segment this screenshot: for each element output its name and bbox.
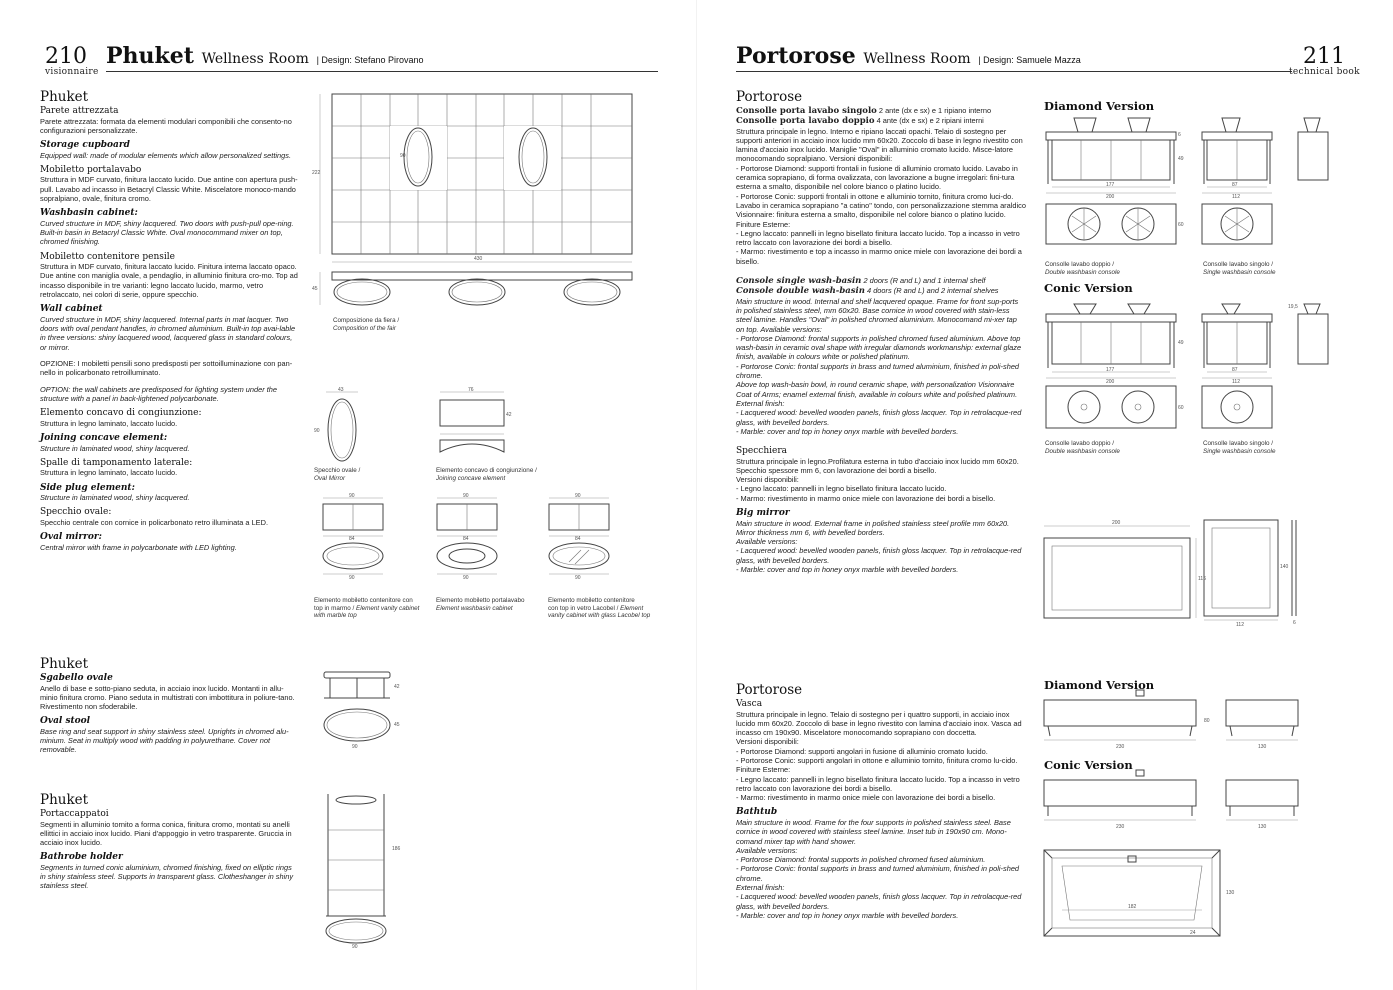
item-text-it: - Legno laccato: pannelli in legno bisellato finitura laccato lucido. [736, 484, 947, 494]
item-title-en: Bathrobe holder [40, 852, 123, 863]
dim-label: 84 [349, 536, 355, 542]
conic-bathtub-label: Conic Version [1044, 758, 1133, 772]
dim-label: 130 [1258, 824, 1267, 830]
item-text-en: Main structure in wood. External frame in polished stainless steel profile mm 60x20. Mirror thickness mm 6, with bevelled borders. [736, 518, 1010, 537]
dim-label: 116 [1198, 576, 1206, 582]
item-text-en: - Marble: cover and top in honey onyx marble with bevelled borders. [736, 565, 959, 575]
item-text-it: Finiture Esterne: [736, 219, 791, 229]
caption-en: Single washbasin console [1203, 268, 1276, 276]
item-title-it: Vasca [736, 699, 763, 709]
dim-label: 112 [1236, 622, 1244, 628]
item-subtitle-en: 2 doors (R and L) and 1 internal shelf [863, 276, 986, 286]
right-title-main: Portorose [736, 43, 856, 69]
dim-label: 200 [1106, 194, 1115, 200]
item-subtitle-en: 4 doors (R and L) and 2 internal shelves [867, 286, 999, 296]
section-heading: Portorose [736, 682, 803, 698]
dim-label: 130 [1226, 890, 1235, 896]
item-title-it: Consolle porta lavabo singolo [736, 106, 877, 116]
cabinet-drawings [315, 494, 615, 586]
dim-label: 49 [1178, 340, 1184, 346]
item-text-en: Equipped wall: made of modular elements which allow personalized settings. [40, 150, 292, 160]
caption-it: Consolle lavabo singolo / [1203, 261, 1274, 268]
item-text-en: Above top wash-basin bowl, in round ceramic shape, with personalization Visionnaire Coat of Arms; enamel external finish, available in colours white and polished platinum. [736, 380, 1018, 399]
item-text-en: Segments in turned conic aluminium, chromed finishing, fixed on elliptic rings in shiny stainless steel. Supports in transparent glass. Clotheshanger in shiny stainless steel. [40, 862, 294, 891]
item-title-en: Console double wash-basin [736, 286, 865, 297]
conic-bathtub-drawing [1040, 770, 1300, 830]
item-title-en: Oval stool [40, 716, 91, 727]
caption-composition [333, 317, 399, 332]
dim-label: 42 [394, 684, 400, 690]
dim-label: 90 [352, 744, 358, 750]
item-text-en: Main structure in wood. Frame for the four supports in polished stainless steel. Base cornice in wood covered with stainless steel lamine. Inset tub in 190x90 cm. Mono-comand mixer tap with hand shower. [736, 817, 1011, 846]
caption-diamond-single [1203, 261, 1275, 276]
diamond-version-label: Diamond Version [1044, 99, 1155, 113]
dim-label: 112 [1232, 194, 1240, 200]
option-text-it: OPZIONE: I mobiletti pensili sono predisposti per sottoilluminazione con pan-nello in policarbonato retroilluminato. [40, 359, 293, 378]
option-text-en: OPTION: the wall cabinets are predisposed for lighting system under the structure with a panel in back-lightened polycarbonate. [40, 384, 278, 403]
item-text-en: - Lacquered wood: bevelled wooden panels, finish gloss lacquer. Top in retrolacque-red glass, with bevelled borders. [736, 546, 1022, 565]
item-text-en: External finish: [736, 883, 785, 893]
caption-en: vanity cabinet with glass Lacobel top [548, 612, 651, 620]
right-designer: | Design: Samuele Mazza [978, 55, 1081, 65]
dim-label: 45 [394, 722, 400, 728]
dim-label: 222 [312, 170, 321, 176]
caption-it: Elemento concavo di congiunzione / [436, 467, 537, 474]
section-heading: Portorose [736, 89, 803, 105]
item-text-it: Struttura in MDF curvato, finitura laccato lucido. Due antine con apertura push-pull. Lavabo ad incasso in Betacryl Classic White. Miscelatore monoco-mando sopralpiano, ovale, finitura cromo. [40, 175, 298, 203]
caption-it: top in marmo / [314, 604, 355, 612]
item-title-it: Mobiletto portalavabo [40, 164, 142, 175]
item-title-it: Parete attrezzata [40, 106, 119, 116]
item-text-en: Base ring and seat support in shiny stainless steel. Uprights in chromed alu-minium. Seat in multiply wood with padding in polyurethane. Cover not removable. [40, 726, 289, 755]
item-text-it: - Marmo: rivestimento in marmo onice miele con lavorazione dei bordi a bisello. [736, 793, 996, 803]
caption-it: Elemento mobiletto contenitore [548, 597, 635, 604]
item-text-it: - Portorose Conic: supporti angolari in ottone e alluminio tornito, finitura cromo lu-cido. [736, 755, 1018, 765]
right-title-sub: Wellness Room [863, 51, 971, 67]
item-text-en: - Lacquered wood: bevelled wooden panels, finish gloss lacquer. Top in retrolacque-red glass, with bevelled borders. [736, 892, 1022, 911]
caption-en: Element vanity cabinet [356, 604, 420, 612]
right-page-number: 211 [1303, 44, 1345, 69]
dim-label: 90 [575, 493, 581, 499]
item-text-it: Specchio centrale con cornice in policarbonato retro illuminata a LED. [40, 517, 269, 527]
dim-label: 90 [349, 575, 355, 581]
item-title-it: Specchiera [736, 446, 788, 457]
caption-en: Composition of the fair [333, 324, 396, 332]
dim-label: 19,5 [1288, 304, 1298, 310]
cabinet-glass [549, 493, 609, 581]
dim-label: 90 [400, 153, 406, 159]
dim-label: 60 [1178, 222, 1184, 228]
big-mirror-drawing [1040, 520, 1300, 630]
item-title-it: Specchio ovale: [40, 507, 112, 518]
caption-en: Oval Mirror [314, 474, 346, 482]
cabinet-washbasin [437, 493, 497, 581]
dim-label: 42 [506, 412, 512, 418]
item-title-en: Console single wash-basin [736, 276, 862, 287]
item-text-it: - Portorose Conic: supporti frontali in ottone e alluminio tornito, finitura cromo luci-do. Lavabo in ceramica soprapiano "a catino" tondo, con personalizzazione stemma araldico Visionnaire: finitura esterna a smalto, disponibile nel colore bianco o platino lucido. [736, 191, 1026, 220]
caption-en: Double washbasin console [1045, 447, 1120, 455]
phuket-section-2 [40, 657, 298, 755]
item-text-en: - Portorose Diamond: frontal supports in polished chromed fused aluminium. [736, 855, 986, 865]
item-title-en: Big mirror [736, 508, 790, 519]
concave-element-drawing [432, 388, 522, 458]
item-title-en: Washbasin cabinet: [40, 208, 138, 219]
item-text-it: Versioni disponibili: [736, 475, 799, 485]
caption-it: Consolle lavabo singolo / [1203, 440, 1274, 447]
page-spine [696, 0, 697, 990]
item-text-en: External finish: [736, 398, 785, 408]
caption-en: Single washbasin console [1203, 447, 1276, 455]
dim-label: 90 [314, 428, 320, 434]
cabinet-marble [323, 493, 383, 581]
item-title-en: Wall cabinet [40, 304, 103, 315]
caption-it: Elemento mobiletto portalavabo [436, 597, 525, 604]
item-title-en: Storage cupboard [40, 140, 130, 151]
item-text-en: Available versions: [736, 845, 798, 855]
right-brand: technical book [1289, 67, 1360, 77]
caption-en: Element washbasin cabinet [436, 604, 513, 612]
dim-label: 112 [1232, 379, 1240, 385]
dim-label: 87 [1232, 367, 1238, 373]
portorose-section-2 [736, 683, 1026, 920]
dim-label: 60 [1178, 405, 1184, 411]
item-title-it: Elemento concavo di congiunzione: [40, 408, 202, 419]
caption-it: Consolle lavabo doppio / [1045, 440, 1114, 447]
item-text-en: - Marble: cover and top in honey onyx marble with bevelled borders. [736, 910, 959, 920]
item-text-it: - Portorose Diamond: supporti angolari in fusione di alluminio cromato lucido. [736, 746, 988, 756]
caption-it: Composizione da fiera / [333, 317, 400, 324]
caption-cabinet-marble [314, 597, 419, 620]
conic-console-drawing [1040, 296, 1298, 446]
item-text-en: Main structure in wood. Internal and shelf lacquered opaque. Frame for front sup-ports in polished stainless steel, mm 60x20. Base cornice in wood covered with stain-less steel lamine. Handles "Oval" in polished chromed aluminium. Monocomand mi-xer tap on top. Available versions: [736, 296, 1019, 334]
caption-en: with marble top [314, 612, 357, 620]
dim-label: 140 [1280, 564, 1289, 570]
item-text-it: - Marmo: rivestimento e top a incasso in marmo onice miele con lavorazione dei bordi a bisello. [736, 247, 1022, 266]
item-text-it: Parete attrezzata: formata da elementi modulari componibili che consento-no configurazioni personalizzate. [40, 116, 292, 135]
phuket-section-3 [40, 793, 298, 891]
caption-conic-double [1045, 440, 1120, 455]
item-subtitle-it: 2 ante (dx e sx) e 1 ripiano interno [878, 106, 992, 115]
caption-washbasin-cabinet [436, 597, 525, 612]
oval-mirror-drawing [312, 388, 372, 468]
dim-label: 90 [463, 575, 469, 581]
dim-label: 90 [349, 493, 355, 499]
item-text-en: - Portorose Diamond: frontal supports in polished chromed fused aluminium. Above top wash-basin in ceramic oval shape with irregular diamonds workmanship: external glaze finish, available in colours white or polished platinum. [736, 333, 1022, 362]
item-text-it: Struttura in MDF curvato, finitura laccato lucido. Finitura interna laccato opaco. Due antine con maniglia ovale, a pendaglio, in alluminio finitura cro-mo. Top ad incasso disponibile in tre varianti: legno laccato lucido, marmo, vetro retrolaccato, nei colori di serie, oppure specchio. [40, 262, 298, 300]
item-text-it: Anello di base e sotto-piano seduta, in acciaio inox lucido. Montanti in allu-minio finitura cromo. Piano seduta in multistrati con imbottitura in poliure-tano. Rivestimento non sfoderabile. [40, 683, 295, 712]
left-header-rule [106, 71, 658, 72]
dim-label: 76 [468, 387, 474, 393]
bathtub-top-view-drawing [1040, 846, 1240, 946]
dim-label: 90 [575, 575, 581, 581]
item-title-en: Oval mirror: [40, 532, 102, 543]
item-title-it: Portaccappatoi [40, 809, 109, 819]
dim-label: 430 [474, 256, 483, 262]
caption-en: Element [620, 604, 644, 612]
dim-label: 49 [1178, 156, 1184, 162]
left-title [106, 43, 423, 69]
dim-label: 230 [1116, 744, 1125, 750]
item-text-en: Structure in laminated wood, shiny lacquered. [40, 493, 190, 503]
oval-stool-drawing [312, 668, 402, 752]
conic-version-label: Conic Version [1044, 281, 1133, 295]
diamond-bathtub-label: Diamond Version [1044, 678, 1155, 692]
wall-composition-drawing [312, 90, 652, 320]
dim-label: 230 [1116, 824, 1125, 830]
left-brand: visionnaire [45, 67, 99, 77]
dim-label: 90 [352, 944, 358, 950]
left-title-sub: Wellness Room [201, 51, 309, 67]
dim-label: 84 [463, 536, 469, 542]
right-header-rule [736, 71, 1292, 72]
section-heading: Phuket [40, 792, 89, 808]
item-text-it: Versioni disponibili: [736, 737, 799, 747]
left-designer: | Design: Stefano Pirovano [316, 55, 424, 65]
section-heading: Phuket [40, 89, 89, 105]
item-text-it: Struttura principale in legno.Profilatura esterna in tubo d'acciaio inox lucido mm 60x20. Specchio spessore mm 6, con lavorazione dei bordi a bisello. [736, 456, 1019, 475]
left-title-main: Phuket [106, 43, 194, 69]
dim-label: 182 [1128, 904, 1137, 910]
item-text-en: Central mirror with frame in polycarbonate with LED lighting. [40, 542, 237, 552]
dim-label: 45 [312, 286, 318, 292]
dim-label: 177 [1106, 367, 1115, 373]
item-text-it: - Portorose Diamond: supporti frontali in fusione di alluminio cromato lucido. Lavabo in ceramica soprapiano, di forma ovalizzata, con lavorazione a bugne irregolari: fini-tura esterna a smalto, disponibile nel colore bianco o platino lucido. [736, 163, 1018, 192]
diamond-console-drawing [1040, 112, 1290, 262]
item-text-it: - Marmo: rivestimento in marmo onice miele con lavorazione dei bordi a bisello. [736, 493, 996, 503]
caption-diamond-double [1045, 261, 1120, 276]
item-text-en: - Portorose Conic: frontal supports in brass and turned aluminium, finished in poli-shed chrome. [736, 864, 1020, 883]
caption-it: con top in vetro Lacobel / [548, 604, 619, 612]
right-title [736, 43, 1081, 69]
left-page-number: 210 [45, 44, 87, 69]
item-subtitle-it: 4 ante (dx e sx) e 2 ripiani interni [876, 116, 984, 126]
section-heading: Phuket [40, 656, 89, 672]
phuket-section-1 [40, 90, 298, 552]
diamond-bathtub-drawing [1040, 690, 1300, 750]
caption-en: Double washbasin console [1045, 268, 1120, 276]
item-title-en: Joining concave element: [40, 433, 168, 444]
item-text-it: Struttura principale in legno. Telaio di sostegno per i quattro supporti, in acciaio inox lucido mm 60x20. Zoccolo di base in legno rivestito con lamina d'acciaio inox. Vasca ad incasso cm 190x90. Miscelatore monocomando soprapiano con doccetta. [736, 709, 1022, 738]
dim-label: 6 [1293, 620, 1296, 626]
dim-label: 80 [1204, 718, 1210, 724]
dim-label: 200 [1106, 379, 1115, 385]
item-title-en: Side plug element: [40, 482, 135, 493]
dim-label: 177 [1106, 182, 1115, 188]
caption-en: Joining concave element [436, 474, 506, 482]
caption-cabinet-glass [548, 597, 650, 620]
item-title-it: Sgabello ovale [40, 673, 113, 683]
dim-label: 43 [338, 387, 344, 393]
dim-label: 200 [1112, 520, 1121, 526]
dim-label: 6 [1178, 132, 1181, 138]
bathrobe-holder-drawing [312, 790, 402, 950]
item-title-it: Mobiletto contenitore pensile [40, 251, 175, 262]
dim-label: 186 [392, 846, 401, 852]
item-title-en: Bathtub [736, 807, 778, 818]
dim-label: 87 [1232, 182, 1238, 188]
item-title-it: Consolle porta lavabo doppio [736, 116, 875, 127]
item-text-en: - Lacquered wood: bevelled wooden panels, finish gloss lacquer. Top in retrolacque-red glass, with bevelled borders. [736, 408, 1022, 427]
dim-label: 130 [1258, 744, 1267, 750]
item-text-it: - Legno laccato: pannelli in legno bisellato finitura laccato lucido. Top a incasso in vetro retro laccato con lavorazione dei bordi a bisello. [736, 228, 1020, 248]
caption-it: Specchio ovale / [314, 467, 361, 474]
caption-concave [436, 467, 537, 482]
item-text-it: Struttura in legno laminato, laccato lucido. [40, 468, 178, 478]
caption-it: Consolle lavabo doppio / [1045, 261, 1114, 268]
item-title-it: Spalle di tamponamento laterale: [40, 457, 193, 468]
item-text-en: - Marble: cover and top in honey onyx marble with bevelled borders. [736, 426, 959, 436]
item-text-en: Curved structure in MDF, shiny lacquered. Internal parts in mat lacquer. Two doors with oval pendant handles, in chromed aluminium. Built-in top avai-lable in three versions: shiny lacquered wood, lacquered glass in standard colours, or mirror. [40, 314, 296, 352]
item-text-en: Structure in laminated wood, shiny lacquered. [40, 443, 190, 453]
item-text-en: Curved structure in MDF, shiny lacquered. Two doors with push-pull ope-ning. Built-in basin in Betacryl Classic White. Oval monocommand mixer on top, chromed finishing. [40, 218, 294, 247]
item-text-it: Struttura in legno laminato, laccato lucido. [40, 418, 178, 428]
item-text-en: - Portorose Conic: frontal supports in brass and turned aluminium, finished in poli-shed chrome. [736, 361, 1020, 381]
item-text-it: Struttura principale in legno. Interno e ripiano laccati opachi. Telaio di sostegno per supporti anteriori in acciaio inox lucido mm 60x20. Zoccolo di base in legno rivestito con lamina d'acciaio inox lucido. Maniglie "Oval" in alluminio cromato lucido. Misce-latore monocomando sopralpiano. Versioni disponibili: [736, 126, 1023, 164]
item-text-it: - Legno laccato: pannelli in legno bisellato finitura laccato lucido. Top a incasso in vetro retro laccato con lavorazione dei bordi a bisello. [736, 774, 1020, 793]
dim-label: 24 [1190, 930, 1196, 936]
dim-label: 84 [575, 536, 581, 542]
item-text-it: Segmenti in alluminio tornito a forma conica, finitura cromo, montati su anelli ellittici in acciaio inox lucido. Piani d'appoggio in vetro trasparente. Gruccia in acciaio inox lucido. [40, 819, 292, 848]
dim-label: 90 [463, 493, 469, 499]
item-text-it: Finiture Esterne: [736, 765, 791, 775]
caption-conic-single [1203, 440, 1275, 455]
item-text-en: Available versions: [736, 537, 798, 547]
portorose-section-1 [736, 90, 1026, 574]
caption-oval-mirror [314, 467, 360, 482]
caption-it: Elemento mobiletto contenitore con [314, 597, 413, 604]
